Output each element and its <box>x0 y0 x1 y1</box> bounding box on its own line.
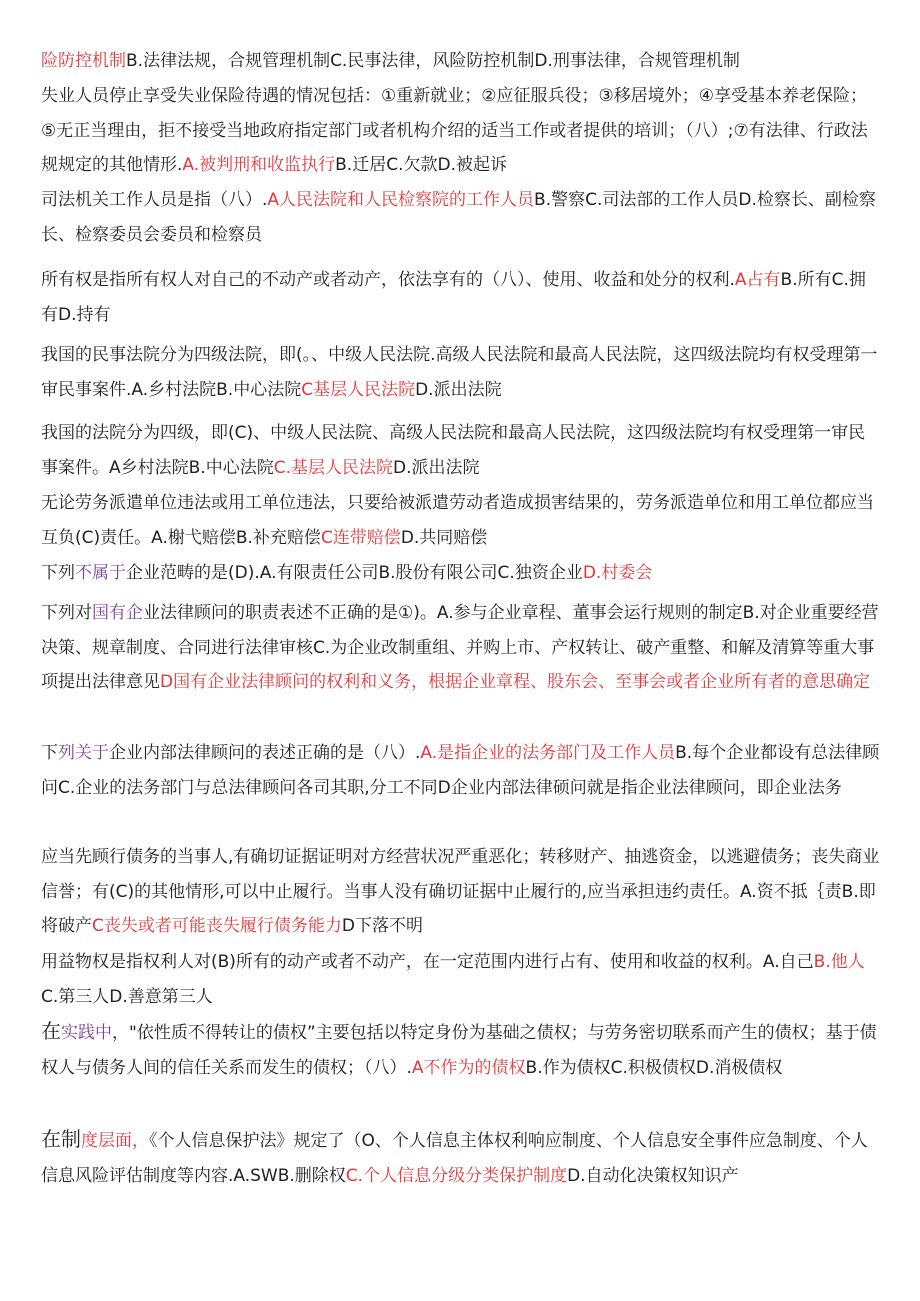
text-run: B.每个企业都设有总法律顾问C.企业的法务部门与总法律顾问各司其职,分工不同D企业内部法律硕问就是指企业法律顾问，即企业法务 <box>41 743 880 798</box>
text-run: D.派出法院 <box>415 379 502 400</box>
text-run: D.共同赔偿 <box>400 527 488 548</box>
highlighted-text-run: C.个人信息分级分类保护制度 <box>345 1165 568 1186</box>
highlighted-text-run: C基层人民法院 <box>301 379 416 400</box>
paragraph-12 <box>41 945 881 1014</box>
highlighted-text-run: C丧失或者可能丧失履行债务能力 <box>92 916 342 936</box>
highlighted-text-run: A人民法院和人民检察院的工作人员 <box>267 190 535 210</box>
highlighted-text-run: A.是指企业的法务部门及工作人员 <box>420 743 676 763</box>
text-run: 应当先顾行债务的当事人,有确切证据证明对方经营状况严重恶化；转移财产、抽逃资金，以逃避债务；丧失商业信誉；有(C)的其他情形,可以中止履行。当事人没有确切证据中止履行的,应当承担违约责任。A.资不抵｛责B.即将破产 <box>41 847 880 936</box>
text-run: 所有权是指所有权人对自己的不动产或者动产，依法享有的（八）、使用、收益和处分的权利. <box>41 270 735 290</box>
highlighted-text-run: 列关于 <box>58 743 109 763</box>
highlighted-text-run: D国有企业法律顾问的权利和义务，根据企业章程、股东会、至事会或者企业所有者的意思确定 <box>160 672 871 692</box>
highlighted-text-run: D.村委会 <box>582 563 653 583</box>
text-run: 失业人员停止享受失业保险待遇的情况包括：①重新就业；②应征服兵役；③移居境外；④享受基本养老保险；⑤无正当理由，拒不接受当地政府指定部门或者机构介绍的适当工作或者提供的培训；（八）;⑦有法律、行政法规规定的其他情形. <box>41 86 868 175</box>
text-run: B.迁居C.欠款D.被起诉 <box>335 155 507 175</box>
paragraph-3 <box>41 183 881 252</box>
paragraph-14 <box>41 1122 881 1193</box>
highlighted-text-run: 险防控机制 <box>41 51 126 71</box>
text-run: B.法律法规，合规管理机制C.民事法律，风险防控机制D.刑事法律，合规管理机制 <box>126 51 740 71</box>
text-run: B.警察C.司法部的工作人员D.检察长、副检察长、检察委员会委员和检察员 <box>41 190 876 245</box>
text-run: 企业内部法律顾问的表述正确的是（八）. <box>109 743 421 763</box>
highlighted-text-run: A占有 <box>734 270 781 290</box>
text-run: 《个人信息保护法》规定了（O、个人信息主体权利响应制度、个人信息安全事件应急制度、个人信息风险评估制度等内容.A.SWB.删除权 <box>41 1131 868 1186</box>
paragraph-10 <box>41 736 881 805</box>
text-run: 司法机关工作人员是指（八）. <box>41 190 268 210</box>
text-run: 企业范畴的是(D).A.有限责任公司B.股份有限公司C.独资企业 <box>126 563 583 583</box>
text-run: 下 <box>41 743 58 763</box>
text-run: C.第三人D.善意第三人 <box>41 986 213 1007</box>
highlighted-text-run: A.被判刑和收监执行 <box>182 155 336 175</box>
highlighted-text-run: 国有企 <box>92 603 143 623</box>
large-text-run: 在制 <box>41 1127 81 1151</box>
large-text-run: 在 <box>41 1019 61 1043</box>
paragraph-11 <box>41 840 881 944</box>
paragraph-1 <box>41 44 881 79</box>
highlighted-text-run: C.基层人民法院 <box>273 457 393 478</box>
highlighted-text-run: A不作为的债权 <box>411 1057 526 1078</box>
highlighted-text-run: 不属于 <box>75 563 126 583</box>
text-run: D.派出法院 <box>392 457 480 478</box>
paragraph-5 <box>41 338 881 407</box>
paragraph-13 <box>41 1014 881 1085</box>
paragraph-2 <box>41 79 881 183</box>
text-run: 无论劳务派遣单位违法或用工单位违法，只要给被派遣劳动者造成损害结果的，劳务派造单位和用工单位都应当互负(C)责任。A.榭弋赔偿B.补充赔偿 <box>41 493 874 548</box>
text-run: 用益物权是指权利人对(B)所有的动产或者不动产，在一定范围内进行占有、使用和收益的权利。A.自己 <box>41 952 814 972</box>
highlighted-text-run: C连带赔偿 <box>320 527 401 548</box>
text-run: 我国的民事法院分为四级法院，即(。、中级人民法院.高级人民法院和最高人民法院，这四级法院均有权受理第一审民事案件.A.乡村法院B.中心法院 <box>41 345 878 400</box>
paragraph-8 <box>41 556 881 591</box>
text-run: 我国的法院分为四级，即(C)、中级人民法院、高级人民法院和最高人民法院，这四级法院均有权受理第一审民事案件。A乡村法院B.中心法院 <box>41 423 866 478</box>
paragraph-6 <box>41 416 881 485</box>
paragraph-7 <box>41 486 881 555</box>
highlighted-text-run: B.他人 <box>813 952 865 972</box>
text-run: D.自动化决策权知识产 <box>567 1165 739 1186</box>
text-run: 下列对 <box>41 603 92 623</box>
highlighted-text-run: 实践中 <box>61 1023 112 1043</box>
text-run: ，"依性质不得转让的债权”主要包括以特定身份为基础之债权；与劳务密切联系而产生的债权；基于债权人与债务人间的信任关系而发生的债权；（八）. <box>41 1023 877 1078</box>
text-run: B.作为债权C.积极债权D.消极债权 <box>525 1057 783 1078</box>
paragraph-4 <box>41 263 881 332</box>
highlighted-text-run: 度层面， <box>81 1131 149 1151</box>
text-run: 下列 <box>41 563 75 583</box>
text-run: D下落不明 <box>341 916 423 936</box>
text-run: B.所有C.拥有D.持有 <box>41 270 866 325</box>
paragraph-9 <box>41 596 881 700</box>
text-run: 业法律顾问的职责表述不正确的是①)。A.参与企业章程、董事会运行规则的制定B.对企业重要经营决策、规章制度、合同进行法律审核C.为企业改制重组、并购上市、产权转让、破产重整、和解及清算等重大事项提出法律意见 <box>41 603 879 692</box>
